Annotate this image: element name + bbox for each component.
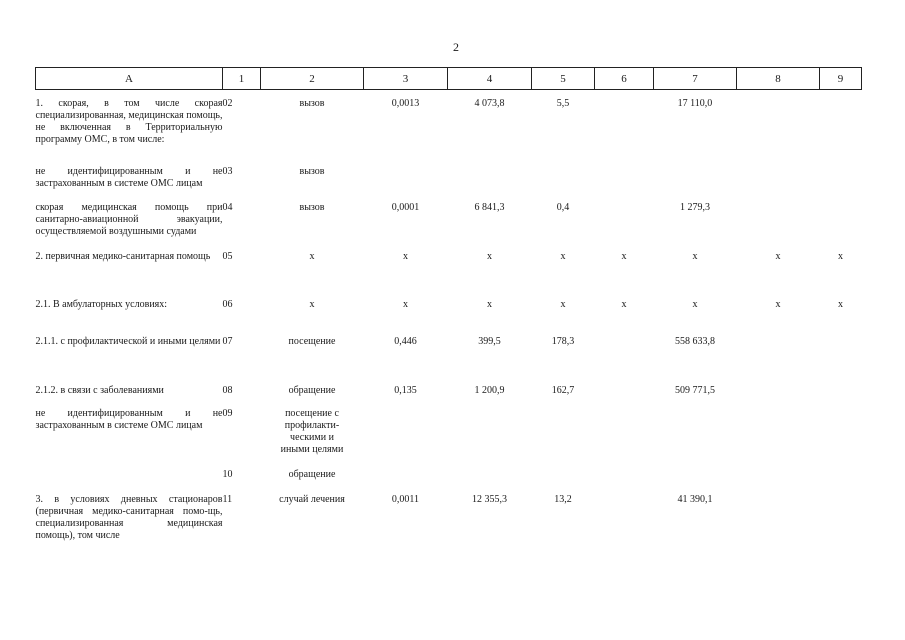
header-cell-a: А [36,68,223,90]
row-value-5: 162,7 [551,384,575,396]
row-label: 2.1. В амбулаторных условиях: [35,298,168,310]
row-value-6 [595,336,654,385]
header-cell-2: 2 [261,68,364,90]
row-code: 02 [222,98,233,109]
row-value-3: 0,0001 [391,201,420,213]
row-code: 05 [222,250,233,262]
row-code: 03 [222,165,233,177]
row-value-8: х [775,250,781,262]
row-value-8 [737,336,820,385]
table-row [36,166,862,202]
row-value-3: х [403,250,408,262]
row-value-4: х [487,250,492,262]
row-label: не идентифицированным и не застрахованным в системе ОМС лицам [35,407,223,431]
row-label [36,469,223,494]
row-value-5: 178,3 [551,335,575,347]
row-value-6: х [621,298,627,310]
header-cell-6: 6 [595,68,654,90]
row-value-5: 13,2 [554,493,572,505]
row-value-6 [595,166,654,202]
row-unit: посещение с профилакти-ческими и иными целями [280,407,344,455]
row-value-3 [364,166,448,202]
row-value-6 [595,90,654,166]
row-value-4 [448,469,532,494]
row-unit: обращение [288,468,336,480]
row-value-6 [595,494,654,546]
row-value-4: 399,5 [478,335,501,347]
row-code: 08 [222,384,233,396]
table-row [36,202,862,251]
row-value-4: 12 355,3 [472,493,507,505]
row-label: не идентифицированным и не застрахованным в системе ОМС лицам [35,165,223,189]
row-value-5: х [560,250,566,262]
row-value-5: 0,4 [556,201,570,213]
row-value-4: х [487,298,492,310]
row-value-9: х [838,250,843,262]
header-cell-9: 9 [820,68,862,90]
row-value-9 [820,90,862,166]
row-value-4 [448,166,532,202]
row-value-7: х [692,250,698,262]
row-label: 2.1.1. с профилактической и иными целями [35,335,221,347]
table-row [36,494,862,546]
row-value-6 [595,385,654,408]
row-value-3: 0,446 [394,335,417,347]
row-value-5 [532,166,595,202]
row-unit: посещение [288,335,336,347]
row-code: 11 [222,493,233,505]
row-unit: х [309,298,315,310]
table-row [36,408,862,469]
row-value-9 [820,385,862,408]
row-value-4: 4 073,8 [474,98,505,109]
row-value-9: х [838,298,843,310]
row-value-8: х [775,298,781,310]
row-value-3: х [403,298,408,310]
row-value-4: 6 841,3 [474,201,505,213]
data-table [35,67,862,546]
row-value-6 [595,469,654,494]
row-value-8 [737,166,820,202]
row-label: 2.1.2. в связи с заболеваниями [35,384,164,396]
row-value-7: 1 279,3 [680,201,710,213]
row-value-4 [448,408,532,469]
row-value-9 [820,202,862,251]
row-unit: х [309,250,315,262]
row-label: скорая медицинская помощь при санитарно-авиационной эвакуации, осуществляемой воздушными судами [35,201,223,237]
table-row [36,299,862,336]
table-row [36,90,862,166]
row-value-7: 41 390,1 [677,493,713,505]
row-value-8 [737,494,820,546]
row-value-8 [737,202,820,251]
row-value-5: х [560,298,566,310]
row-value-5 [532,408,595,469]
row-value-3: 0,0013 [391,98,420,109]
row-value-7 [654,166,737,202]
row-value-6 [595,408,654,469]
row-value-3 [364,408,448,469]
row-value-7: 558 633,8 [675,335,715,347]
row-code: 07 [222,335,233,347]
header-cell-5: 5 [532,68,595,90]
row-value-5 [532,469,595,494]
row-code: 09 [222,407,233,419]
row-value-8 [737,408,820,469]
row-value-9 [820,469,862,494]
row-value-9 [820,166,862,202]
page-number: 2 [453,40,459,54]
row-value-7: х [692,298,698,310]
row-value-3: 0,135 [394,384,417,396]
header-cell-3: 3 [364,68,448,90]
table-row [36,336,862,385]
row-value-8 [737,90,820,166]
row-value-7 [654,469,737,494]
header-cell-8: 8 [737,68,820,90]
row-value-9 [820,494,862,546]
row-value-6 [595,202,654,251]
table-header-row [36,68,862,90]
header-cell-4: 4 [448,68,532,90]
row-unit: вызов [299,165,325,177]
row-value-5: 5,5 [556,98,570,109]
row-value-9 [820,336,862,385]
table-row [36,251,862,299]
row-label: 1. скорая, в том числе скорая специализированная, медицинская помощь, не включенная в Территориальную программу ОМС, в том числе: [35,98,223,145]
row-unit: случай лечения [279,493,345,505]
row-value-8 [737,469,820,494]
row-value-3: 0,0011 [391,493,420,505]
row-unit: обращение [288,384,336,396]
table-row [36,469,862,494]
row-unit: вызов [299,98,325,109]
row-label: 3. в условиях дневных стационаров (первичная медико-санитарная помо-щь, специализированная медицинская помощь), том числе [35,493,223,541]
row-unit: вызов [299,201,325,213]
row-value-3 [364,469,448,494]
row-code: 10 [222,468,233,480]
row-code: 06 [222,298,233,310]
row-code: 04 [222,201,233,213]
row-value-7: 509 771,5 [675,384,715,396]
row-label: 2. первичная медико-санитарная помощь [35,250,211,262]
row-value-7 [654,408,737,469]
header-cell-7: 7 [654,68,737,90]
header-cell-1: 1 [223,68,261,90]
row-value-4: 1 200,9 [474,384,505,396]
row-value-6: х [621,250,627,262]
row-value-8 [737,385,820,408]
table-row [36,385,862,408]
row-value-7: 17 110,0 [677,98,713,109]
row-value-9 [820,408,862,469]
